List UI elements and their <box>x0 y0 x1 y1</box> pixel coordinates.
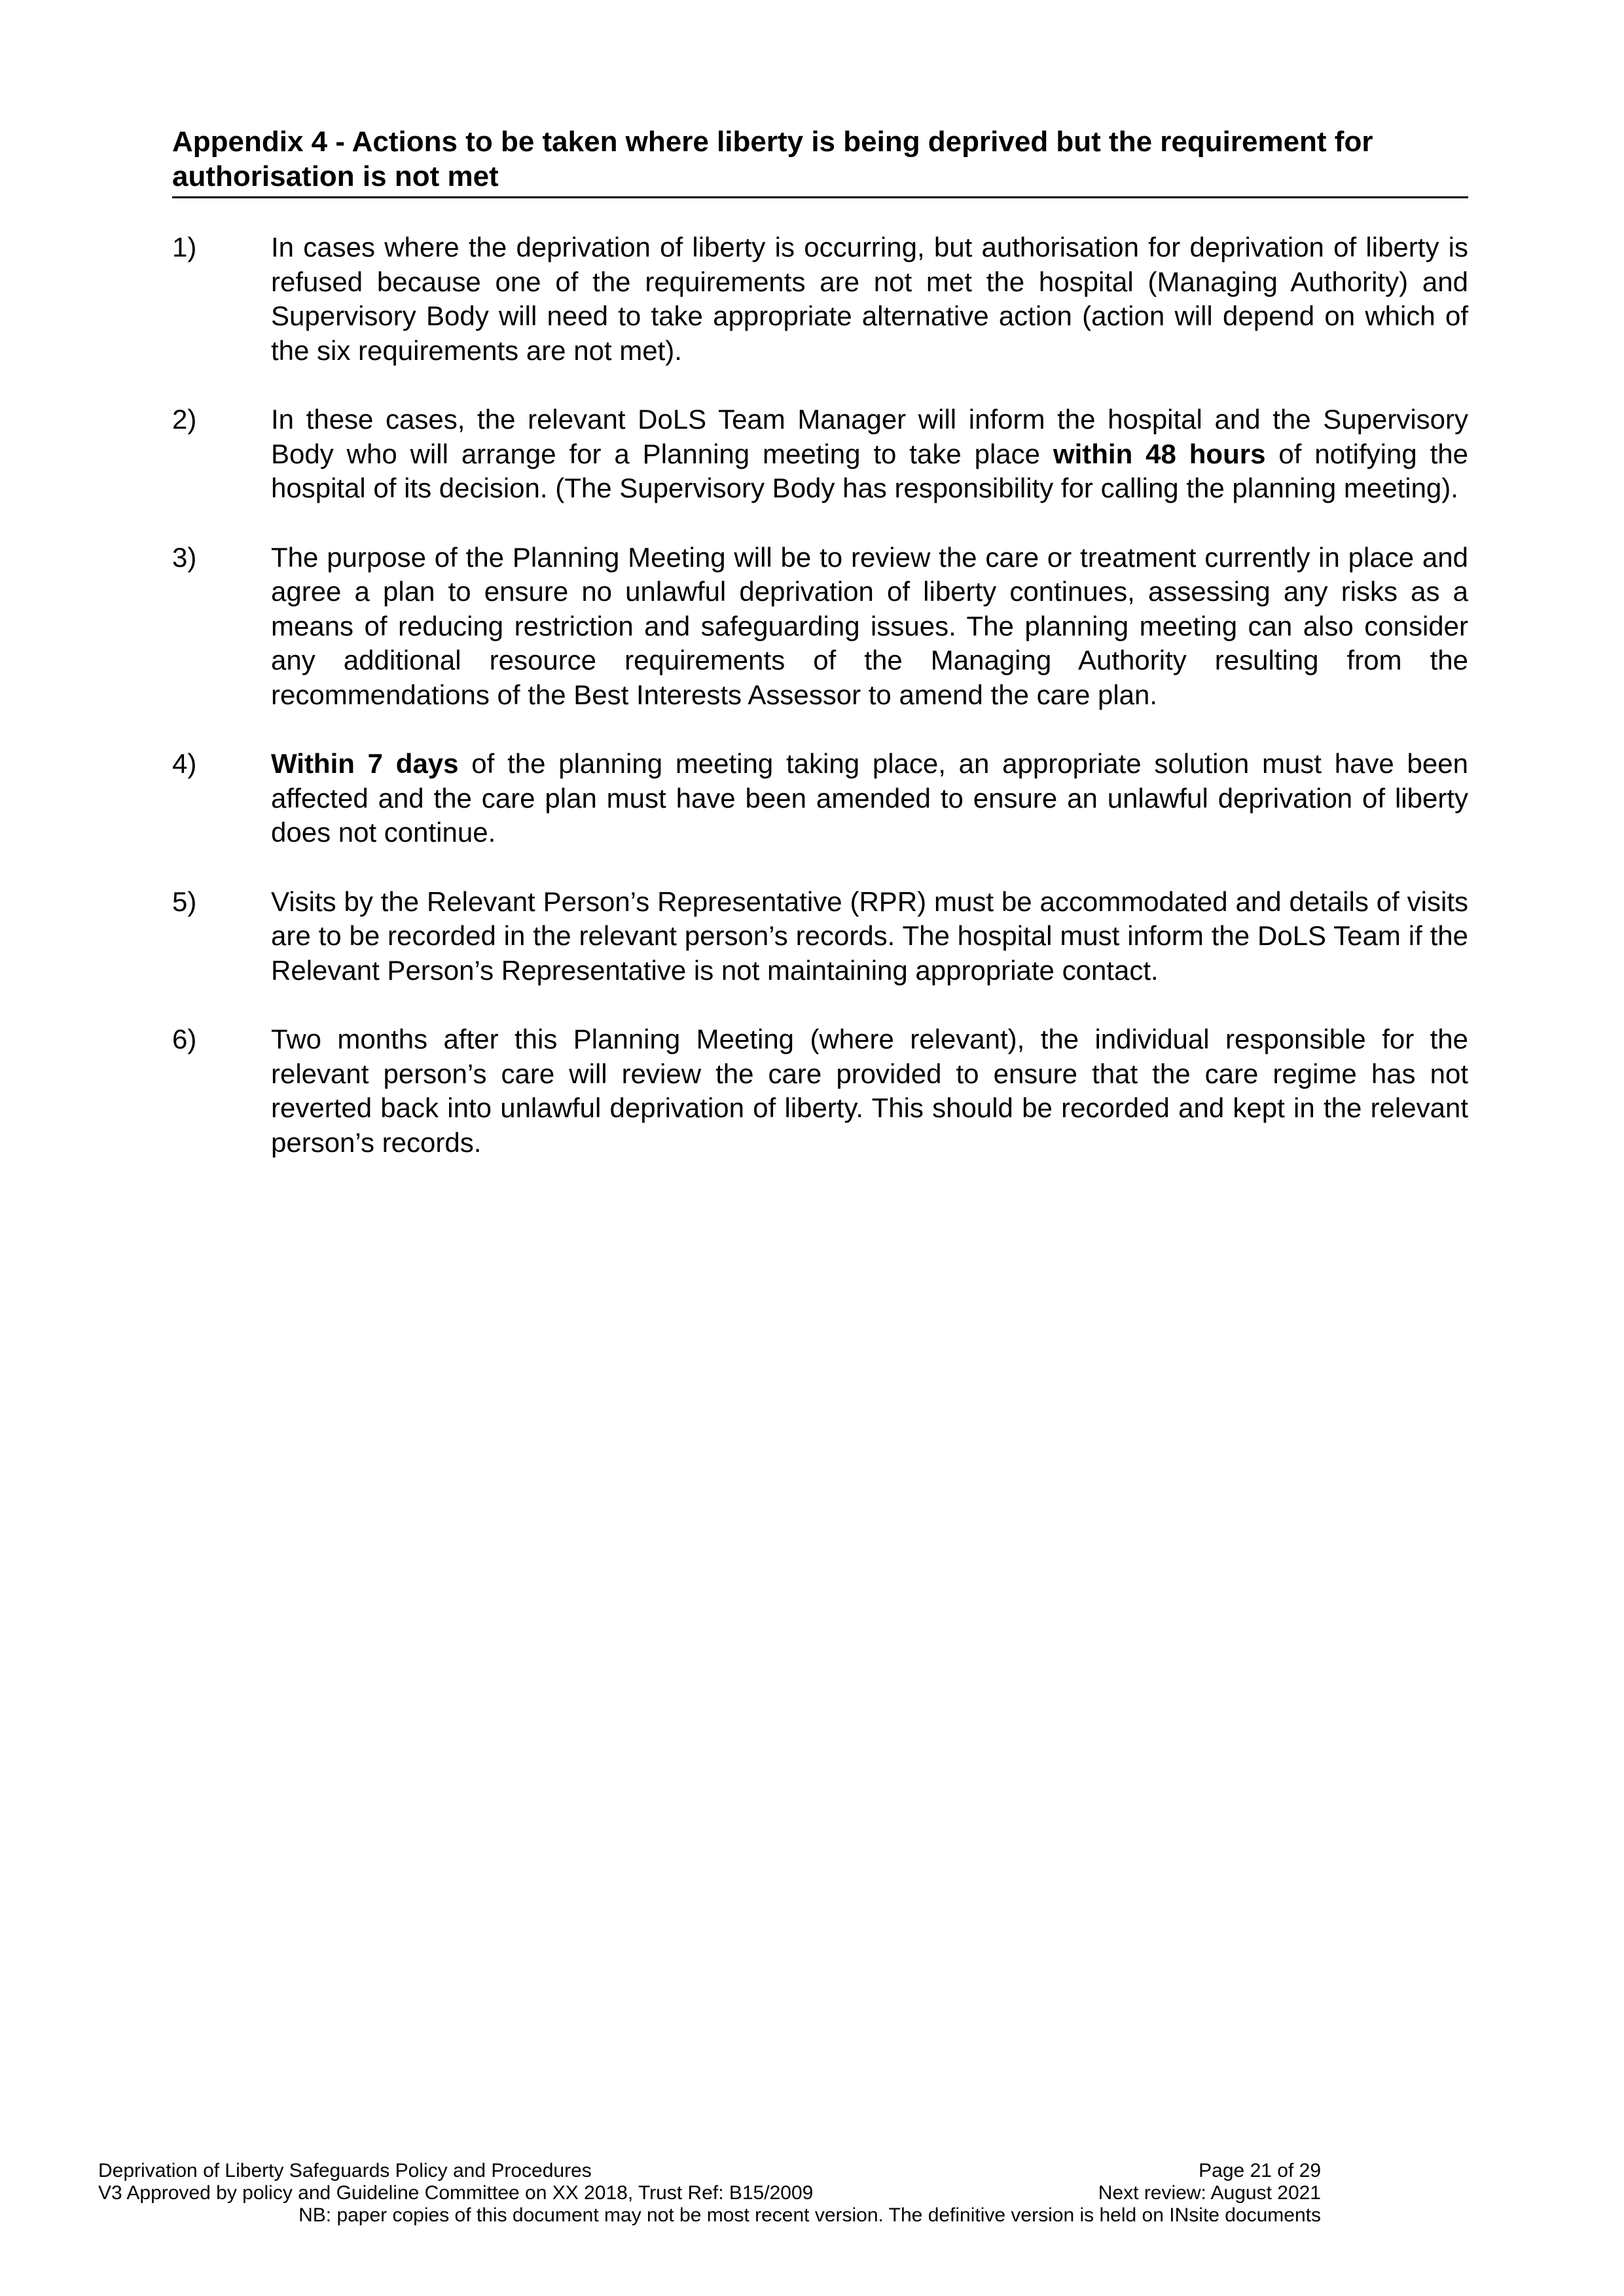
footer-next-review: Next review: August 2021 <box>1098 2182 1321 2204</box>
list-item-number: 4) <box>172 748 197 779</box>
bold-text-run: within 48 hours <box>1053 438 1266 469</box>
list-item-number: 2) <box>172 404 197 435</box>
footer-row <box>98 2160 1321 2182</box>
list-item <box>172 403 1468 506</box>
list-item-number: 5) <box>172 886 197 917</box>
list-item <box>172 541 1468 713</box>
text-run: In these cases, the relevant DoLS Team Manager will inform the hospital and the Supervisory Body who will arrange for a Planning meeting to take place <box>271 404 1468 469</box>
list-item-number: 6) <box>172 1024 197 1054</box>
list-item <box>172 230 1468 368</box>
footer-page-number: Page 21 of 29 <box>1199 2160 1321 2181</box>
text-run: In cases where the deprivation of liberty is occurring, but authorisation for deprivation of liberty is refused because one of the requirements are not met the hospital (Managing Authority) and Supervisory Body will need to take appropriate alternative action (action will depend on which of the six requirements are not met). <box>271 232 1468 366</box>
text-run: Two months after this Planning Meeting (where relevant), the individual responsible for the relevant person’s care will review the care provided to ensure that the care regime has not reverted back into unlawful deprivation of liberty. This should be recorded and kept in the relevant person’s records. <box>271 1024 1468 1158</box>
list-item-number: 3) <box>172 541 197 573</box>
footer-note: NB: paper copies of this document may not be most recent version. The definitive version is held on INsite documents <box>298 2204 1321 2226</box>
text-run: of the planning meeting taking place, an appropriate solution must have been affected and the care plan must have been amended to ensure an unlawful deprivation of liberty does not continue. <box>271 748 1468 848</box>
list-item-text <box>271 885 1468 988</box>
numbered-list <box>172 230 1468 1194</box>
list-item-text <box>271 1022 1468 1160</box>
list-item <box>172 747 1468 850</box>
list-item-text <box>271 541 1468 713</box>
list-item-text <box>271 747 1468 850</box>
footer-approval: V3 Approved by policy and Guideline Committee on XX 2018, Trust Ref: B15/2009 <box>98 2182 814 2204</box>
text-run: Visits by the Relevant Person’s Representative (RPR) must be accommodated and details of visits are to be recorded in the relevant person’s records. The hospital must inform the DoLS Team if the Relevant Person’s Representative is not maintaining appropriate contact. <box>271 886 1468 986</box>
list-item-number: 1) <box>172 232 197 262</box>
list-item-text <box>271 403 1468 506</box>
list-item-text <box>271 230 1468 368</box>
list-item <box>172 1022 1468 1160</box>
footer-row <box>98 2182 1321 2204</box>
page-heading: Appendix 4 - Actions to be taken where liberty is being deprived but the requirement for authorisation is not met <box>172 124 1468 198</box>
list-item <box>172 885 1468 988</box>
text-run: of notifying the hospital of its decision. (The Supervisory Body has responsibility for calling the planning meeting). <box>271 438 1469 503</box>
page-footer <box>98 2160 1321 2227</box>
footer-doc-title: Deprivation of Liberty Safeguards Policy and Procedures <box>98 2160 592 2181</box>
bold-text-run: Within 7 days <box>271 748 459 779</box>
text-run: The purpose of the Planning Meeting will be to review the care or treatment currently in place and agree a plan to ensure no unlawful deprivation of liberty continues, assessing any risks as a means of reducing restriction and safeguarding issues. The planning meeting can also consider any additional resource requirements of the Managing Authority resulting from the recommendations of the Best Interests Assessor to amend the care plan. <box>271 541 1468 710</box>
